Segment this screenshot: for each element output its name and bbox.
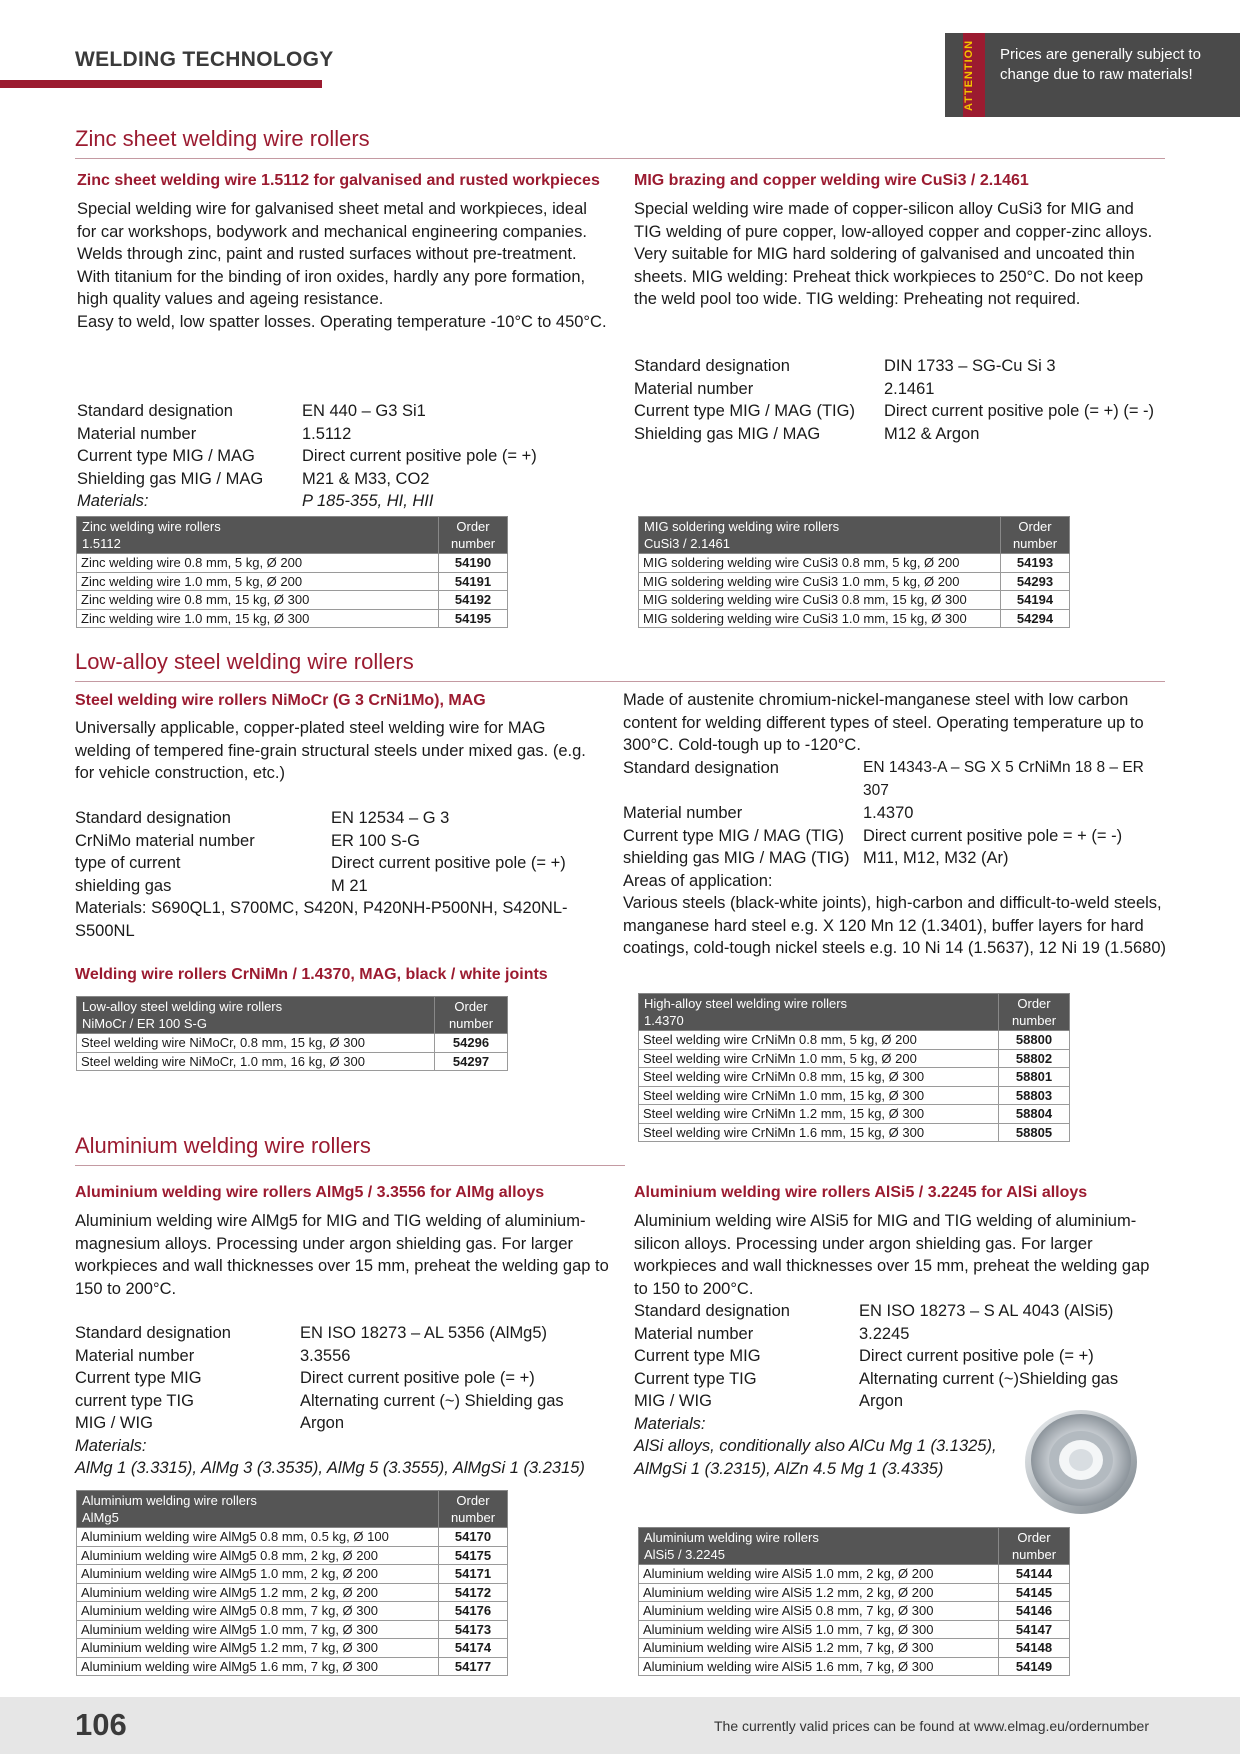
product-desc: Aluminium welding wire AlSi5 1.2 mm, 7 kg, Ø 300 xyxy=(639,1639,999,1658)
order-label: Order xyxy=(454,999,488,1014)
order-number: 54176 xyxy=(439,1602,508,1621)
table-header-line1: High-alloy steel welding wire rollers xyxy=(644,996,848,1011)
spec-row xyxy=(77,423,537,446)
order-label: Order xyxy=(1017,1530,1051,1545)
spec-key: Standard designation xyxy=(75,1324,231,1342)
spec-value: Direct current positive pole (= +) (= -) xyxy=(884,402,1155,420)
order-number: 54194 xyxy=(1001,591,1070,610)
zinc-left-specs xyxy=(77,400,537,513)
product-desc: Steel welding wire CrNiMn 1.0 mm, 5 kg, Ø 200 xyxy=(639,1049,999,1068)
product-desc: Aluminium welding wire AlMg5 0.8 mm, 7 kg, Ø 300 xyxy=(77,1602,439,1621)
product-desc: Aluminium welding wire AlSi5 0.8 mm, 7 kg, Ø 300 xyxy=(639,1602,999,1621)
table-header-line2: CuSi3 / 2.1461 xyxy=(644,536,731,551)
spec-row xyxy=(75,875,595,898)
table-header-row xyxy=(77,517,508,554)
order-number: 58804 xyxy=(999,1105,1070,1124)
order-number: 54174 xyxy=(439,1639,508,1658)
table-row xyxy=(77,1657,508,1676)
areas-label: Areas of application: xyxy=(623,871,773,890)
spec-row xyxy=(77,400,537,423)
table-row xyxy=(639,591,1070,610)
materials-line: Materials: S690QL1, S700MC, S420N, P420NH-P500NH, S420NL-S500NL xyxy=(75,899,568,940)
lowalloy-subtitle-crnimn: Welding wire rollers CrNiMn / 1.4370, MAG, black / white joints xyxy=(75,966,548,983)
table-header-order xyxy=(435,997,508,1034)
crnimn-product-table xyxy=(638,993,1070,1142)
table-row xyxy=(77,1528,508,1547)
spec-value: ER 100 S-G xyxy=(331,831,420,850)
product-desc: MIG soldering welding wire CuSi3 0.8 mm, 15 kg, Ø 300 xyxy=(639,591,1001,610)
table-row xyxy=(639,1105,1070,1124)
spec-row xyxy=(634,423,1154,446)
table-header-desc xyxy=(639,1528,999,1565)
table-header-desc xyxy=(77,517,439,554)
table-row xyxy=(639,1086,1070,1105)
order-number: 54177 xyxy=(439,1657,508,1676)
order-label: Order xyxy=(456,1493,490,1508)
spec-key: MIG / WIG xyxy=(634,1392,712,1410)
spec-row xyxy=(75,1412,620,1435)
product-desc: Zinc welding wire 0.8 mm, 15 kg, Ø 300 xyxy=(77,591,439,610)
table-header-line2: 1.4370 xyxy=(644,1013,684,1028)
zinc-left-subtitle: Zinc sheet welding wire 1.5112 for galvanised and rusted workpieces xyxy=(77,172,600,189)
table-header-line1: MIG soldering welding wire rollers xyxy=(644,519,840,534)
product-desc: Aluminium welding wire AlSi5 1.2 mm, 2 kg, Ø 200 xyxy=(639,1583,999,1602)
spec-value: EN ISO 18273 – AL 5356 (AlMg5) xyxy=(300,1324,548,1342)
paragraph: Special welding wire for galvanised sheet metal and workpieces, ideal for car workshops, bodywork and mechanical engineering companies. xyxy=(77,200,587,241)
table-row xyxy=(639,1639,1070,1658)
spec-key: current type TIG xyxy=(75,1391,194,1410)
spec-row xyxy=(75,1322,620,1345)
order-number: 54190 xyxy=(439,554,508,573)
product-desc: Aluminium welding wire AlMg5 1.2 mm, 2 kg, Ø 200 xyxy=(77,1583,439,1602)
spec-row xyxy=(75,852,595,875)
spec-key: Material number xyxy=(75,1346,195,1365)
order-number: 54173 xyxy=(439,1620,508,1639)
product-desc: Steel welding wire CrNiMn 1.2 mm, 15 kg, Ø 300 xyxy=(639,1105,999,1124)
table-header-order xyxy=(1001,517,1070,554)
spec-row xyxy=(75,1345,620,1368)
table-header-order xyxy=(999,994,1070,1031)
spec-value: DIN 1733 – SG-Cu Si 3 xyxy=(884,357,1056,375)
product-desc: Aluminium welding wire AlMg5 1.0 mm, 7 kg, Ø 300 xyxy=(77,1620,439,1639)
page-header-title: WELDING TECHNOLOGY xyxy=(75,48,334,71)
order-label: Order xyxy=(1017,996,1051,1011)
spec-value: M21 & M33, CO2 xyxy=(302,469,430,488)
spec-key: Shielding gas MIG / MAG xyxy=(634,424,821,443)
order-number: 54145 xyxy=(999,1583,1070,1602)
order-number: 54149 xyxy=(999,1657,1070,1676)
product-desc: Steel welding wire CrNiMn 1.0 mm, 15 kg, Ø 300 xyxy=(639,1086,999,1105)
spec-key: Current type MIG / MAG (TIG) xyxy=(623,826,844,845)
spec-value: Argon xyxy=(300,1414,345,1432)
spec-value: Argon xyxy=(859,1392,904,1410)
spec-key: Material number xyxy=(77,424,197,443)
section-title-zinc: Zinc sheet welding wire rollers xyxy=(75,126,370,151)
table-row xyxy=(639,1031,1070,1050)
table-row xyxy=(77,1602,508,1621)
order-number: 58803 xyxy=(999,1086,1070,1105)
spec-value: Alternating current (~)Shielding gas xyxy=(859,1369,1119,1388)
table-header-order xyxy=(439,1491,508,1528)
table-row xyxy=(77,1620,508,1639)
table-header-row xyxy=(77,997,508,1034)
spec-row xyxy=(623,757,1173,802)
table-row xyxy=(639,554,1070,573)
number-label: number xyxy=(448,1016,494,1031)
spec-row xyxy=(75,830,595,853)
section-rule xyxy=(75,158,1165,159)
section-title-aluminium: Aluminium welding wire rollers xyxy=(75,1133,371,1158)
materials-value: AlMg 1 (3.3315), AlMg 3 (3.3535), AlMg 5 (3.3555), AlMgSi 1 (3.2315) xyxy=(75,1459,585,1477)
order-number: 58805 xyxy=(999,1123,1070,1142)
order-number: 54171 xyxy=(439,1565,508,1584)
spec-value: EN 12534 – G 3 xyxy=(331,809,450,827)
header-accent-line xyxy=(0,80,322,88)
materials-value-line2: AlMgSi 1 (3.2315), AlZn 4.5 Mg 1 (3.4335) xyxy=(634,1459,944,1478)
spec-value: M 21 xyxy=(331,876,368,895)
table-header-line2: 1.5112 xyxy=(82,536,121,551)
order-number: 54172 xyxy=(439,1583,508,1602)
spec-value: Alternating current (~) Shielding gas xyxy=(300,1391,564,1410)
table-row xyxy=(639,1049,1070,1068)
order-number: 54170 xyxy=(439,1528,508,1547)
paragraph: Welds through zinc, paint and rusted surfaces without pre-treatment. With titanium for the binding of iron oxides, hardly any pore formation, high quality values and ageing resistance. xyxy=(77,245,586,308)
product-desc: Zinc welding wire 1.0 mm, 15 kg, Ø 300 xyxy=(77,609,439,628)
table-row xyxy=(639,572,1070,591)
attention-box xyxy=(945,33,1240,117)
product-desc: Steel welding wire CrNiMn 0.8 mm, 15 kg, Ø 300 xyxy=(639,1068,999,1087)
table-row xyxy=(639,1620,1070,1639)
spec-key: Standard designation xyxy=(634,1302,790,1320)
order-number: 58801 xyxy=(999,1068,1070,1087)
spec-row xyxy=(75,807,595,830)
table-header-line2: AlSi5 / 3.2245 xyxy=(644,1547,725,1562)
product-desc: Aluminium welding wire AlMg5 1.0 mm, 2 kg, Ø 200 xyxy=(77,1565,439,1584)
table-row xyxy=(77,1034,508,1053)
spec-row xyxy=(634,355,1154,378)
spec-row xyxy=(623,825,1173,848)
table-row xyxy=(639,1123,1070,1142)
section-rule xyxy=(75,1165,625,1166)
spec-value: EN 440 – G3 Si1 xyxy=(302,402,426,420)
spec-row xyxy=(77,468,537,491)
alsi5-product-table xyxy=(638,1527,1070,1676)
table-row xyxy=(77,1639,508,1658)
table-row xyxy=(639,1583,1070,1602)
table-header-order xyxy=(439,517,508,554)
order-number: 54296 xyxy=(435,1034,508,1053)
spec-key: CrNiMo material number xyxy=(75,831,255,850)
lowalloy-left-specs xyxy=(75,807,595,942)
alu-left-description: Aluminium welding wire AlMg5 for MIG and TIG welding of aluminium-magnesium alloys. Processing under argon shielding gas. For larger workpieces and wall thicknesses over 15 mm, preheat the welding gap to 150 to 200°C. xyxy=(75,1212,609,1298)
order-number: 58802 xyxy=(999,1049,1070,1068)
order-number: 54144 xyxy=(999,1565,1070,1584)
zinc-right-specs xyxy=(634,355,1154,445)
number-label: number xyxy=(450,1510,496,1525)
table-row xyxy=(77,1565,508,1584)
materials-label: Materials: xyxy=(634,1414,706,1433)
table-row xyxy=(639,1068,1070,1087)
number-label: number xyxy=(1011,1547,1057,1562)
product-desc: Zinc welding wire 1.0 mm, 5 kg, Ø 200 xyxy=(77,572,439,591)
nimocr-product-table xyxy=(76,996,508,1071)
spec-key: shielding gas xyxy=(75,876,172,895)
table-row xyxy=(77,572,508,591)
table-row xyxy=(77,1052,508,1071)
wire-spool-image xyxy=(1022,1400,1140,1518)
spec-row xyxy=(623,847,1173,870)
table-header-desc xyxy=(639,517,1001,554)
page-number: 106 xyxy=(75,1707,127,1742)
order-number: 54195 xyxy=(439,609,508,628)
table-header-row xyxy=(639,1528,1070,1565)
spec-value: Direct current positive pole (= +) xyxy=(300,1369,535,1387)
footer-price-note: The currently valid prices can be found at www.elmag.eu/ordernumber xyxy=(714,1718,1149,1734)
table-header-line2: NiMoCr / ER 100 S-G xyxy=(82,1016,207,1031)
spec-key: Materials: xyxy=(77,492,149,510)
spec-key: Material number xyxy=(634,379,754,398)
alu-right-description: Aluminium welding wire AlSi5 for MIG and TIG welding of aluminium-silicon alloys. Processing under argon shielding gas. For larger workpieces and wall thicknesses over 15 mm, preheat the welding gap to 150 to 200°C. xyxy=(634,1212,1150,1298)
lowalloy-right-description: Made of austenite chromium-nickel-manganese steel with low carbon content for welding different types of steel. Operating temperature up to 300°C. Cold-tough up to -120°C. xyxy=(623,691,1144,754)
lowalloy-left-subtitle: Steel welding wire rollers NiMoCr (G 3 CrNi1Mo), MAG xyxy=(75,692,486,709)
table-row xyxy=(639,609,1070,628)
attention-label-bar xyxy=(963,33,985,117)
table-header-line1: Zinc welding wire rollers xyxy=(82,519,221,534)
table-row xyxy=(639,1602,1070,1621)
number-label: number xyxy=(1011,1013,1057,1028)
spec-value: 2.1461 xyxy=(884,379,935,398)
product-desc: MIG soldering welding wire CuSi3 1.0 mm, 15 kg, Ø 300 xyxy=(639,609,1001,628)
alu-right-subtitle: Aluminium welding wire rollers AlSi5 / 3.2245 for AlSi alloys xyxy=(634,1184,1088,1201)
table-header-desc xyxy=(77,1491,439,1528)
cusi3-product-table xyxy=(638,516,1070,628)
materials-value-line1: AlSi alloys, conditionally also AlCu Mg 1 (3.1325), xyxy=(634,1437,997,1455)
product-desc: MIG soldering welding wire CuSi3 1.0 mm, 5 kg, Ø 200 xyxy=(639,572,1001,591)
spec-row xyxy=(634,1368,1164,1391)
spec-key: type of current xyxy=(75,854,181,872)
table-header-order xyxy=(999,1528,1070,1565)
spec-row xyxy=(623,802,1173,825)
zinc-right-description: Special welding wire made of copper-silicon alloy CuSi3 for MIG and TIG welding of pure copper, low-alloyed copper and copper-zinc alloys. Very suitable for MIG hard soldering of galvanised and uncoated thin sheets. MIG welding: Preheat thick workpieces to 250°C. Do not keep the weld pool too wide. TIG welding: Preheating not required. xyxy=(634,200,1153,308)
product-desc: MIG soldering welding wire CuSi3 0.8 mm, 5 kg, Ø 200 xyxy=(639,554,1001,573)
spec-row xyxy=(634,400,1154,423)
almg5-product-table xyxy=(76,1490,508,1676)
section-title-low-alloy: Low-alloy steel welding wire rollers xyxy=(75,649,414,674)
spec-key: shielding gas MIG / MAG (TIG) xyxy=(623,849,850,867)
spec-row xyxy=(634,378,1154,401)
spec-value: 1.5112 xyxy=(302,424,352,443)
spec-row xyxy=(634,1345,1164,1368)
order-number: 54148 xyxy=(999,1639,1070,1658)
order-number: 58800 xyxy=(999,1031,1070,1050)
spec-key: Standard designation xyxy=(623,759,779,777)
order-number: 54293 xyxy=(1001,572,1070,591)
order-label: Order xyxy=(456,519,490,534)
number-label: number xyxy=(1012,536,1058,551)
spec-key: Standard designation xyxy=(77,402,233,420)
spec-value: Direct current positive pole (= +) xyxy=(331,854,566,872)
order-label: Order xyxy=(1018,519,1052,534)
order-number: 54192 xyxy=(439,591,508,610)
table-header-desc xyxy=(639,994,999,1031)
zinc-product-table xyxy=(76,516,508,628)
table-header-line1: Low-alloy steel welding wire rollers xyxy=(82,999,283,1014)
table-header-desc xyxy=(77,997,435,1034)
table-row xyxy=(77,609,508,628)
alu-left-subtitle: Aluminium welding wire rollers AlMg5 / 3.3556 for AlMg alloys xyxy=(75,1184,545,1201)
table-header-line1: Aluminium welding wire rollers xyxy=(644,1530,819,1545)
zinc-left-description xyxy=(77,198,607,333)
section-rule xyxy=(75,681,1165,682)
materials-label: Materials: xyxy=(75,1436,147,1455)
table-row xyxy=(639,1565,1070,1584)
table-header-row xyxy=(639,517,1070,554)
table-row xyxy=(77,591,508,610)
spec-row xyxy=(634,1323,1164,1346)
order-number: 54294 xyxy=(1001,609,1070,628)
spec-value: Direct current positive pole (= +) xyxy=(859,1347,1094,1365)
spec-value: M12 & Argon xyxy=(884,424,980,443)
product-desc: Aluminium welding wire AlMg5 0.8 mm, 2 kg, Ø 200 xyxy=(77,1546,439,1565)
spec-key: Current type TIG xyxy=(634,1369,757,1388)
spec-key: Shielding gas MIG / MAG xyxy=(77,469,264,488)
order-number: 54191 xyxy=(439,572,508,591)
spec-row-materials xyxy=(77,490,537,513)
product-desc: Aluminium welding wire AlSi5 1.0 mm, 2 kg, Ø 200 xyxy=(639,1565,999,1584)
product-desc: Aluminium welding wire AlSi5 1.0 mm, 7 kg, Ø 300 xyxy=(639,1620,999,1639)
paragraph: Easy to weld, low spatter losses. Operating temperature -10°C to 450°C. xyxy=(77,312,607,331)
spec-key: Current type MIG / MAG (TIG) xyxy=(634,402,855,420)
table-row xyxy=(77,1546,508,1565)
spec-row xyxy=(77,445,537,468)
spec-key: Current type MIG xyxy=(634,1347,761,1365)
spec-row xyxy=(75,1390,620,1413)
spec-key: Material number xyxy=(623,804,743,822)
table-header-row xyxy=(77,1491,508,1528)
product-desc: Zinc welding wire 0.8 mm, 5 kg, Ø 200 xyxy=(77,554,439,573)
table-header-row xyxy=(639,994,1070,1031)
product-desc: Steel welding wire CrNiMn 1.6 mm, 15 kg, Ø 300 xyxy=(639,1123,999,1142)
attention-text: Prices are generally subject to change due to raw materials! xyxy=(1000,46,1201,83)
product-desc: Steel welding wire NiMoCr, 1.0 mm, 16 kg, Ø 300 xyxy=(77,1052,435,1071)
spec-value: M11, M12, M32 (Ar) xyxy=(863,849,1009,867)
spec-value: EN ISO 18273 – S AL 4043 (AlSi5) xyxy=(859,1302,1114,1320)
number-label: number xyxy=(450,536,496,551)
spec-value: EN 14343-A – SG X 5 CrNiMn 18 8 – ER 307 xyxy=(863,759,1144,799)
spec-value: 3.3556 xyxy=(300,1346,351,1365)
spec-key: MIG / WIG xyxy=(75,1414,153,1432)
spec-value: Direct current positive pole = + (= -) xyxy=(863,826,1123,845)
spec-key: Standard designation xyxy=(75,809,231,827)
lowalloy-right-specs xyxy=(623,757,1173,960)
order-number: 54297 xyxy=(435,1052,508,1071)
spec-row xyxy=(75,1367,620,1390)
spec-value: P 185-355, HI, HII xyxy=(302,492,434,510)
product-desc: Steel welding wire NiMoCr, 0.8 mm, 15 kg, Ø 300 xyxy=(77,1034,435,1053)
spec-value: 3.2245 xyxy=(859,1324,910,1343)
product-desc: Steel welding wire CrNiMn 0.8 mm, 5 kg, Ø 200 xyxy=(639,1031,999,1050)
table-row xyxy=(77,1583,508,1602)
order-number: 54175 xyxy=(439,1546,508,1565)
product-desc: Aluminium welding wire AlSi5 1.6 mm, 7 kg, Ø 300 xyxy=(639,1657,999,1676)
order-number: 54146 xyxy=(999,1602,1070,1621)
table-header-line1: Aluminium welding wire rollers xyxy=(82,1493,257,1508)
attention-label: ATTENTION xyxy=(963,39,975,111)
product-desc: Aluminium welding wire AlMg5 1.6 mm, 7 kg, Ø 300 xyxy=(77,1657,439,1676)
spec-key: Current type MIG / MAG xyxy=(77,447,255,465)
spec-row xyxy=(634,1300,1164,1323)
areas-text: Various steels (black-white joints), high-carbon and difficult-to-weld steels, manganese hard steel e.g. X 120 Mn 12 (1.3401), buffer layers for hard coatings, cold-tough nickel steels e.g. 10 Ni 14 (1.5637), 12 Ni 19 (1.5680) xyxy=(623,894,1166,957)
product-desc: Aluminium welding wire AlMg5 0.8 mm, 0.5 kg, Ø 100 xyxy=(77,1528,439,1547)
order-number: 54193 xyxy=(1001,554,1070,573)
spec-key: Material number xyxy=(634,1324,754,1343)
spec-value: 1.4370 xyxy=(863,804,914,822)
zinc-right-subtitle: MIG brazing and copper welding wire CuSi3 / 2.1461 xyxy=(634,172,1029,189)
spec-value: Direct current positive pole (= +) xyxy=(302,447,537,465)
spec-key: Standard designation xyxy=(634,357,790,375)
order-number: 54147 xyxy=(999,1620,1070,1639)
alu-left-specs xyxy=(75,1322,620,1480)
spec-key: Current type MIG xyxy=(75,1369,202,1387)
table-header-line2: AlMg5 xyxy=(82,1510,119,1525)
lowalloy-left-description: Universally applicable, copper-plated steel welding wire for MAG welding of tempered fine-grain structural steels under mixed gas. (e.g. for vehicle construction, etc.) xyxy=(75,719,586,782)
product-desc: Aluminium welding wire AlMg5 1.2 mm, 7 kg, Ø 300 xyxy=(77,1639,439,1658)
table-row xyxy=(77,554,508,573)
table-row xyxy=(639,1657,1070,1676)
